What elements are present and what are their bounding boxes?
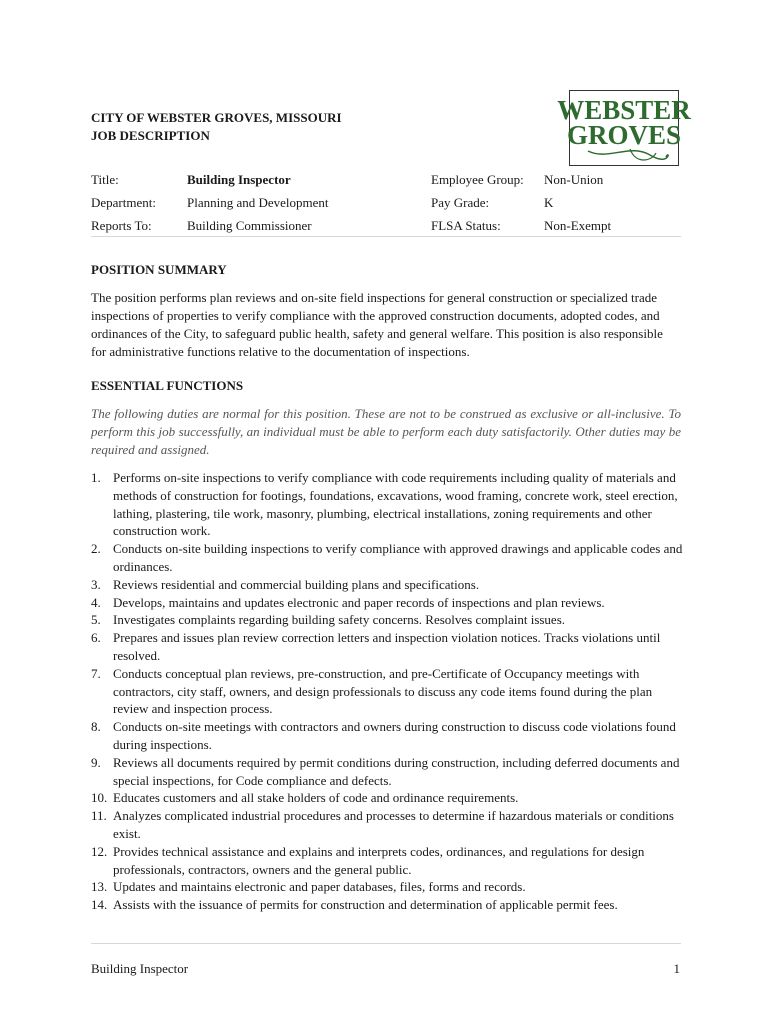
duty-text: Conducts on-site building inspections to verify compliance with approved drawings and applicable codes and ordinances. bbox=[113, 541, 683, 574]
duty-number: 9. bbox=[91, 754, 101, 770]
grade-value: K bbox=[544, 194, 554, 210]
duty-number: 8. bbox=[91, 719, 101, 735]
duty-text: Conducts conceptual plan reviews, pre-construction, and pre-Certificate of Occupancy meetings with contractors, city staff, owners, and design professionals to discuss any code items found during the plan review and inspection process. bbox=[113, 665, 653, 717]
duty-text: Educates customers and all stake holders of code and ordinance requirements. bbox=[113, 790, 519, 806]
duty-number: 11. bbox=[91, 808, 107, 824]
duty-number: 2. bbox=[91, 541, 101, 557]
duty-number: 13. bbox=[91, 879, 108, 895]
duty-text: Reviews residential and commercial building plans and specifications. bbox=[113, 576, 480, 592]
duty-number: 4. bbox=[91, 594, 101, 610]
reports-value: Building Commissioner bbox=[187, 217, 312, 233]
duty-item bbox=[91, 611, 683, 629]
duty-number: 5. bbox=[91, 612, 101, 628]
duty-item bbox=[91, 718, 683, 754]
logo-line-2: GROVES bbox=[566, 120, 682, 150]
logo-line-1: WEBSTER bbox=[557, 95, 691, 125]
info-divider bbox=[91, 236, 681, 237]
duty-text: Reviews all documents required by permit conditions during construction, including deferred documents and special inspections, for Code compliance and defects. bbox=[113, 754, 680, 788]
essential-functions-heading: ESSENTIAL FUNCTIONS bbox=[91, 378, 244, 393]
info-row bbox=[91, 168, 681, 191]
duty-item bbox=[91, 665, 683, 718]
job-info-table bbox=[91, 168, 681, 237]
duty-text: Prepares and issues plan review correction letters and inspection violation notices. Tracks violations until resolved. bbox=[113, 630, 661, 663]
duty-number: 3. bbox=[91, 576, 101, 592]
duty-text: Investigates complaints regarding building safety concerns. Resolves complaint issues. bbox=[113, 612, 566, 628]
org-name: CITY OF WEBSTER GROVES, MISSOURI bbox=[91, 110, 342, 125]
document-heading bbox=[91, 109, 342, 145]
duty-text: Provides technical assistance and explains and interprets codes, ordinances, and regulations for design professionals, contractors, owners and the general public. bbox=[113, 843, 645, 877]
dept-label: Department: bbox=[91, 194, 156, 210]
info-row bbox=[91, 191, 681, 214]
duty-item bbox=[91, 807, 683, 843]
duty-item bbox=[91, 540, 683, 576]
logo-flourish bbox=[588, 151, 668, 160]
duty-text: Develops, maintains and updates electronic and paper records of inspections and plan reviews. bbox=[113, 594, 605, 610]
flsa-label: FLSA Status: bbox=[431, 217, 501, 233]
dept-value: Planning and Development bbox=[187, 194, 329, 210]
duty-number: 12. bbox=[91, 843, 108, 859]
group-label: Employee Group: bbox=[431, 171, 524, 187]
duty-number: 6. bbox=[91, 630, 101, 646]
duty-number: 1. bbox=[91, 470, 101, 485]
duty-item bbox=[91, 594, 683, 612]
footer-divider bbox=[91, 943, 681, 944]
page-number: 1 bbox=[673, 961, 680, 976]
duty-number: 10. bbox=[91, 790, 108, 806]
duties-list bbox=[91, 469, 683, 914]
duty-text: Performs on-site inspections to verify compliance with code requirements including quality of materials and methods of construction for footings, foundations, excavations, wood framing, concrete work, steel erection, lathing, plastering, tile work, masonry, plumbing, electrical installations, zoning requirements and other construction work. bbox=[113, 470, 678, 539]
duty-item bbox=[91, 789, 683, 807]
duty-text: Conducts on-site meetings with contractors and owners during construction to discuss code violations found during inspections. bbox=[113, 719, 676, 752]
duty-item bbox=[91, 629, 683, 665]
duty-item bbox=[91, 878, 683, 896]
info-row bbox=[91, 214, 681, 237]
group-value: Non-Union bbox=[544, 171, 604, 187]
grade-label: Pay Grade: bbox=[431, 194, 490, 210]
flsa-value: Non-Exempt bbox=[544, 217, 612, 233]
duty-item bbox=[91, 576, 683, 594]
duty-item bbox=[91, 754, 683, 790]
position-summary-text: The position performs plan reviews and on-site field inspections for general construction or specialized trade inspections of properties to verify compliance with the approved construction documents, adopted codes, and ordinances of the City, to safeguard public health, safety and general welfare. This position is also responsible for administrative functions relative to the documentation of inspections. bbox=[91, 290, 663, 359]
doc-type: JOB DESCRIPTION bbox=[91, 128, 210, 143]
reports-label: Reports To: bbox=[91, 217, 152, 233]
webster-groves-logo bbox=[557, 90, 691, 166]
duty-item bbox=[91, 469, 683, 540]
duty-item bbox=[91, 843, 683, 879]
footer-title: Building Inspector bbox=[91, 961, 189, 976]
duty-text: Updates and maintains electronic and paper databases, files, forms and records. bbox=[113, 879, 526, 895]
duty-text: Analyzes complicated industrial procedures and processes to determine if hazardous materials or conditions exist. bbox=[113, 808, 674, 841]
title-value: Building Inspector bbox=[187, 171, 291, 187]
duty-number: 7. bbox=[91, 665, 101, 681]
essential-functions-intro: The following duties are normal for this position. These are not to be construed as exclusive or all-inclusive. To perform this job successfully, an individual must be able to perform each duty satisfactorily. Other duties may be required and assigned. bbox=[91, 406, 681, 457]
duty-text: Assists with the issuance of permits for construction and determination of applicable permit fees. bbox=[113, 897, 618, 913]
duty-number: 14. bbox=[91, 897, 108, 913]
duty-item bbox=[91, 896, 683, 914]
title-label: Title: bbox=[91, 171, 119, 187]
position-summary-heading: POSITION SUMMARY bbox=[91, 262, 227, 277]
